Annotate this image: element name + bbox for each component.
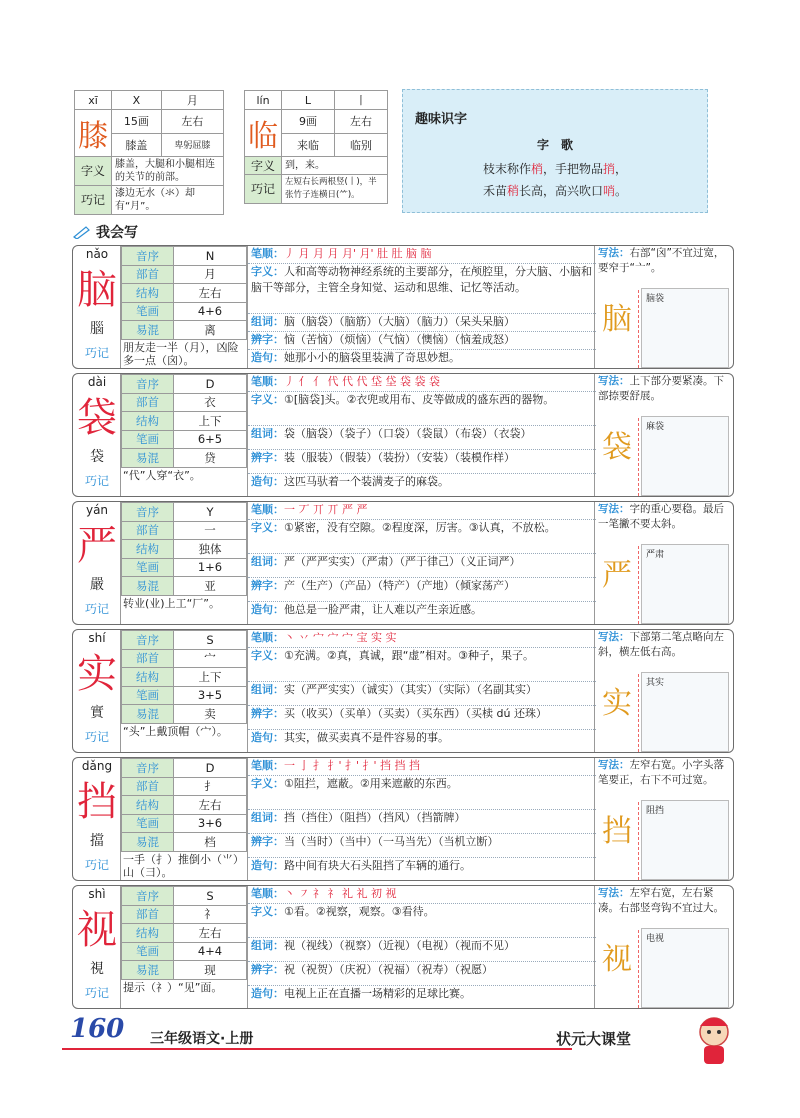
char-card <box>72 629 734 753</box>
fun-title: 趣味识字 <box>415 112 468 127</box>
char-card <box>72 757 734 881</box>
illustration <box>641 288 729 368</box>
info-label: 结构 <box>122 924 174 943</box>
writing-tip: 写法：下部第二笔点略向左斜，横左低右高。 <box>598 631 724 658</box>
illustration-caption: 严肃 <box>646 550 665 560</box>
info-label: 结构 <box>122 284 174 303</box>
pinyin: dǎng <box>81 759 113 773</box>
illustration-caption: 阻挡 <box>646 806 665 816</box>
mini-char: 临 <box>245 110 282 157</box>
grid-char: 脑 <box>602 302 632 337</box>
stroke-order-row: 笔顺：丶 ㇇ 礻 礻 礼 礼 初 视 <box>248 886 596 904</box>
stroke-order-row: 笔顺：一 丆 丌 丌 严 严 <box>248 502 596 520</box>
char-column <box>73 758 121 880</box>
footer-bar <box>62 1024 572 1050</box>
words-row: 组词：脑（脑袋）（脑筋）（大脑）（脑力）（呆头呆脑） <box>248 314 596 332</box>
pinyin: yán <box>85 503 109 517</box>
words-row: 组词：严（严严实实）（严肃）（严于律己）（义正词严） <box>248 554 596 578</box>
big-char: 实 <box>77 651 117 697</box>
stroke-order-row: 笔顺：丿 月 月 月 月' 月' 肚 肚 脑 脑 <box>248 246 596 264</box>
grid-char: 视 <box>602 942 632 977</box>
traditional-char: 嚴 <box>90 577 104 593</box>
char-info-table <box>121 246 247 340</box>
info-value: 左右 <box>174 924 247 943</box>
mini-card-lin <box>244 90 388 204</box>
info-value: 离 <box>174 321 247 340</box>
info-label: 易混 <box>122 961 174 980</box>
traditional-char: 擋 <box>90 833 104 849</box>
info-label: 结构 <box>122 540 174 559</box>
sentence-row: 造句：路中间有块大石头阻挡了车辆的通行。 <box>251 859 471 872</box>
info-value: 3+6 <box>174 814 247 833</box>
mini-pinyin: xī <box>75 91 112 110</box>
tip-text: “头”上戴顶帽（宀）。 <box>123 725 228 738</box>
info-label: 易混 <box>122 449 174 468</box>
distinguish-row: 辨字：装（服装）（假装）（装扮）（安装）（装模作样） <box>248 450 596 474</box>
mascot-icon <box>690 1010 738 1070</box>
writing-tip-column <box>595 886 734 1008</box>
mini-label: 巧记 <box>245 175 282 204</box>
writing-tip-column <box>595 758 734 880</box>
mini-radical: 月 <box>161 91 223 110</box>
illustration-caption: 其实 <box>646 678 665 688</box>
mini-meaning: 到，来。 <box>282 157 388 175</box>
mini-card-xi <box>74 90 224 215</box>
char-card <box>72 885 734 1009</box>
info-label: 笔画 <box>122 430 174 449</box>
fun-subtitle: 字 歌 <box>536 138 573 152</box>
illustration <box>641 928 729 1008</box>
info-value: Y <box>174 503 247 522</box>
sentence-row: 造句：其实，做买卖真不是件容易的事。 <box>251 731 449 744</box>
mini-label: 字义 <box>75 157 112 186</box>
words-row: 组词：视（视线）（视察）（近视）（电视）（视而不见） <box>248 938 596 962</box>
info-value: 3+5 <box>174 686 247 705</box>
mini-label: 巧记 <box>75 186 112 215</box>
illustration-caption: 麻袋 <box>646 422 665 432</box>
writing-tip: 写法：左窄右宽，左右紧凑。右部竖弯钩不宜过大。 <box>598 887 724 914</box>
info-label: 音序 <box>122 375 174 394</box>
pinyin: nǎo <box>85 247 109 261</box>
distinguish-row: 辨字：产（生产）（产品）（特产）（产地）（倾家荡产） <box>248 578 596 602</box>
fun-literacy-box <box>402 89 708 213</box>
distinguish-row: 辨字：恼（苦恼）（烦恼）（气恼）（懊恼）（恼羞成怒） <box>248 332 596 350</box>
detail-column <box>247 630 595 752</box>
mini-char: 膝 <box>75 110 112 157</box>
meaning-row: 字义：①阻拦，遮蔽。②用来遮蔽的东西。 <box>248 776 596 810</box>
info-label: 易混 <box>122 705 174 724</box>
info-value: D <box>174 375 247 394</box>
words-row: 组词：实（严严实实）（诚实）（其实）（实际）（名副其实） <box>248 682 596 706</box>
info-value: 衣 <box>174 393 247 412</box>
distinguish-row: 辨字：买（收买）（买单）（买卖）（买东西）（买椟 dú 还珠） <box>248 706 596 730</box>
words-row: 组词：袋（脑袋）（袋子）（口袋）（袋鼠）（布袋）（衣袋） <box>248 426 596 450</box>
info-value: 礻 <box>174 905 247 924</box>
tip-label: 巧记 <box>84 858 109 872</box>
tip-text: 转业(业)上工“厂”。 <box>123 597 220 610</box>
mini-strokes: 9画 <box>282 110 335 134</box>
sentence-row: 造句：他总是一脸严肃，让人难以产生亲近感。 <box>251 603 482 616</box>
tip-label: 巧记 <box>84 346 109 360</box>
info-label: 部首 <box>122 393 174 412</box>
info-value: 宀 <box>174 649 247 668</box>
illustration-caption: 脑袋 <box>646 294 665 304</box>
distinguish-row: 辨字：当（当时）（当中）（一马当先）（当机立断） <box>248 834 596 858</box>
traditional-char: 袋 <box>90 449 104 465</box>
illustration <box>641 672 729 752</box>
info-label: 部首 <box>122 265 174 284</box>
mini-tip: 漆边无水（氺）却有“月”。 <box>112 186 224 215</box>
info-value: 扌 <box>174 777 247 796</box>
meaning-row: 字义：①看。②视察，观察。③看待。 <box>248 904 596 938</box>
writing-tip: 写法：上下部分要紧凑。下部捺要舒展。 <box>598 375 724 402</box>
info-label: 结构 <box>122 668 174 687</box>
char-info-table <box>121 630 247 724</box>
big-char: 严 <box>77 523 117 569</box>
info-label: 笔画 <box>122 558 174 577</box>
meaning-row: 字义：①紧密，没有空隙。②程度深，厉害。③认真，不放松。 <box>248 520 596 554</box>
sentence-row: 造句：她那小小的脑袋里装满了奇思妙想。 <box>251 351 460 364</box>
char-info-table <box>121 758 247 852</box>
detail-column <box>247 246 595 368</box>
char-column <box>73 374 121 496</box>
writing-tip: 写法：左窄右宽。小字头落笔要正，右下不可过宽。 <box>598 759 724 786</box>
stroke-order-row: 笔顺：丶 丷 宀 宀 宀 宝 实 实 <box>248 630 596 648</box>
mini-word: 卑躬屈膝 <box>161 133 223 157</box>
info-value: 一 <box>174 521 247 540</box>
traditional-char: 實 <box>90 705 104 721</box>
info-value: 贷 <box>174 449 247 468</box>
stroke-order-row: 笔顺：一 亅 扌 扌' 扌' 扌' 挡 挡 挡 <box>248 758 596 776</box>
info-value: 亚 <box>174 577 247 596</box>
grid-char: 严 <box>602 558 632 593</box>
distinguish-row: 辨字：祝（祝贺）（庆祝）（祝福）（祝寿）（祝愿） <box>248 962 596 986</box>
char-column <box>73 630 121 752</box>
pinyin: shí <box>88 631 106 645</box>
writing-tip-column <box>595 246 734 368</box>
char-card <box>72 245 734 369</box>
sentence-row: 造句：电视上正在直播一场精彩的足球比赛。 <box>251 987 471 1000</box>
info-value: N <box>174 247 247 266</box>
info-label: 部首 <box>122 777 174 796</box>
char-column <box>73 502 121 624</box>
mini-word: 来临 <box>282 133 335 157</box>
info-value: 卖 <box>174 705 247 724</box>
sentence-row: 造句：这匹马驮着一个装满麦子的麻袋。 <box>251 475 449 488</box>
illustration <box>641 800 729 880</box>
tip-text: 朋友走一半（月），凶险多一点（囟）。 <box>123 341 239 367</box>
info-value: S <box>174 631 247 650</box>
info-value: D <box>174 759 247 778</box>
words-row: 组词：挡（挡住）（阻挡）（挡风）（挡箭牌） <box>248 810 596 834</box>
info-label: 部首 <box>122 905 174 924</box>
stroke-order-row: 笔顺：丿 亻 亻 代 代 代 垈 垈 袋 袋 袋 <box>248 374 596 392</box>
grid-char: 袋 <box>602 430 632 465</box>
writing-tip: 写法：字的重心要稳。最后一笔撇不要太斜。 <box>598 503 724 530</box>
char-column <box>73 246 121 368</box>
tip-label: 巧记 <box>84 602 109 616</box>
info-value: 左右 <box>174 284 247 303</box>
traditional-char: 視 <box>90 961 104 977</box>
info-label: 部首 <box>122 521 174 540</box>
pencil-icon <box>72 225 92 239</box>
info-label: 音序 <box>122 631 174 650</box>
info-label: 音序 <box>122 503 174 522</box>
info-label: 笔画 <box>122 942 174 961</box>
info-label: 音序 <box>122 247 174 266</box>
tip-label: 巧记 <box>84 730 109 744</box>
char-card <box>72 373 734 497</box>
info-value: 上下 <box>174 412 247 431</box>
info-value: S <box>174 887 247 906</box>
info-label: 结构 <box>122 412 174 431</box>
mini-label: 字义 <box>245 157 282 175</box>
info-value: 左右 <box>174 796 247 815</box>
info-value: 1+6 <box>174 558 247 577</box>
section-title: 我会写 <box>96 225 138 241</box>
info-label: 笔画 <box>122 686 174 705</box>
writing-tip-column <box>595 502 734 624</box>
detail-column <box>247 374 595 496</box>
char-info-table <box>121 886 247 980</box>
mini-word: 膝盖 <box>112 133 162 157</box>
info-label: 笔画 <box>122 814 174 833</box>
mini-structure: 左右 <box>161 110 223 134</box>
info-value: 现 <box>174 961 247 980</box>
meaning-row: 字义：①充满。②真，真诚，跟“虚”相对。③种子，果子。 <box>248 648 596 682</box>
brand-name: 状元大课堂 <box>556 1030 632 1048</box>
info-value: 上下 <box>174 668 247 687</box>
tip-label: 巧记 <box>84 474 109 488</box>
info-label: 笔画 <box>122 302 174 321</box>
fun-line-1: 枝末称作梢，手把物品捎， <box>482 162 628 176</box>
info-label: 音序 <box>122 887 174 906</box>
book-title: 三年级语文·上册 <box>150 1031 254 1047</box>
big-char: 袋 <box>77 395 117 441</box>
fun-line-2: 禾苗稍长高，高兴吹口哨。 <box>482 184 628 198</box>
page-number: 160 <box>70 1014 125 1044</box>
big-char: 挡 <box>77 779 117 825</box>
writing-tip-column <box>595 630 734 752</box>
writing-tip: 写法：右部“囟”不宜过宽，要窄于“亠”。 <box>598 247 725 274</box>
mini-radical: 丨 <box>335 91 388 110</box>
char-card <box>72 501 734 625</box>
tip-text: 提示（礻）“见”面。 <box>123 981 223 994</box>
info-value: 档 <box>174 833 247 852</box>
char-column <box>73 886 121 1008</box>
mini-tip: 左短右长两根竖(丨)，半张竹子连横日(⺮)。 <box>282 175 388 204</box>
illustration <box>641 544 729 624</box>
info-label: 易混 <box>122 577 174 596</box>
info-value: 6+5 <box>174 430 247 449</box>
info-value: 独体 <box>174 540 247 559</box>
mini-strokes: 15画 <box>112 110 162 134</box>
info-label: 部首 <box>122 649 174 668</box>
char-info-table <box>121 502 247 596</box>
illustration <box>641 416 729 496</box>
meaning-row: 字义：人和高等动物神经系统的主要部分，在颅腔里，分大脑、小脑和脑干等部分，主管全身知觉、运动和思维、记忆等活动。 <box>248 264 596 314</box>
tip-text: 一手（扌）推倒小（⺌）山（彐）。 <box>123 853 244 879</box>
tip-label: 巧记 <box>84 986 109 1000</box>
mini-letter: X <box>112 91 162 110</box>
big-char: 脑 <box>77 267 117 313</box>
big-char: 视 <box>77 907 117 953</box>
writing-tip-column <box>595 374 734 496</box>
mini-letter: L <box>282 91 335 110</box>
detail-column <box>247 886 595 1008</box>
meaning-row: 字义：①[脑袋]头。②衣兜或用布、皮等做成的盛东西的器物。 <box>248 392 596 426</box>
pinyin: dài <box>87 375 107 389</box>
info-value: 月 <box>174 265 247 284</box>
grid-char: 实 <box>602 686 632 721</box>
char-info-table <box>121 374 247 468</box>
info-value: 4+6 <box>174 302 247 321</box>
info-label: 易混 <box>122 833 174 852</box>
detail-column <box>247 758 595 880</box>
tip-text: “代”人穿“衣”。 <box>123 469 201 482</box>
detail-column <box>247 502 595 624</box>
pinyin: shì <box>88 887 106 901</box>
illustration-caption: 电视 <box>646 934 665 944</box>
mini-meaning: 膝盖，大腿和小腿相连的关节的前部。 <box>112 157 224 186</box>
mini-structure: 左右 <box>335 110 388 134</box>
traditional-char: 腦 <box>90 321 104 337</box>
mini-pinyin: lín <box>245 91 282 110</box>
info-label: 易混 <box>122 321 174 340</box>
grid-char: 挡 <box>602 814 632 849</box>
section-header <box>72 222 138 242</box>
info-label: 结构 <box>122 796 174 815</box>
info-label: 音序 <box>122 759 174 778</box>
info-value: 4+4 <box>174 942 247 961</box>
mini-word: 临别 <box>335 133 388 157</box>
